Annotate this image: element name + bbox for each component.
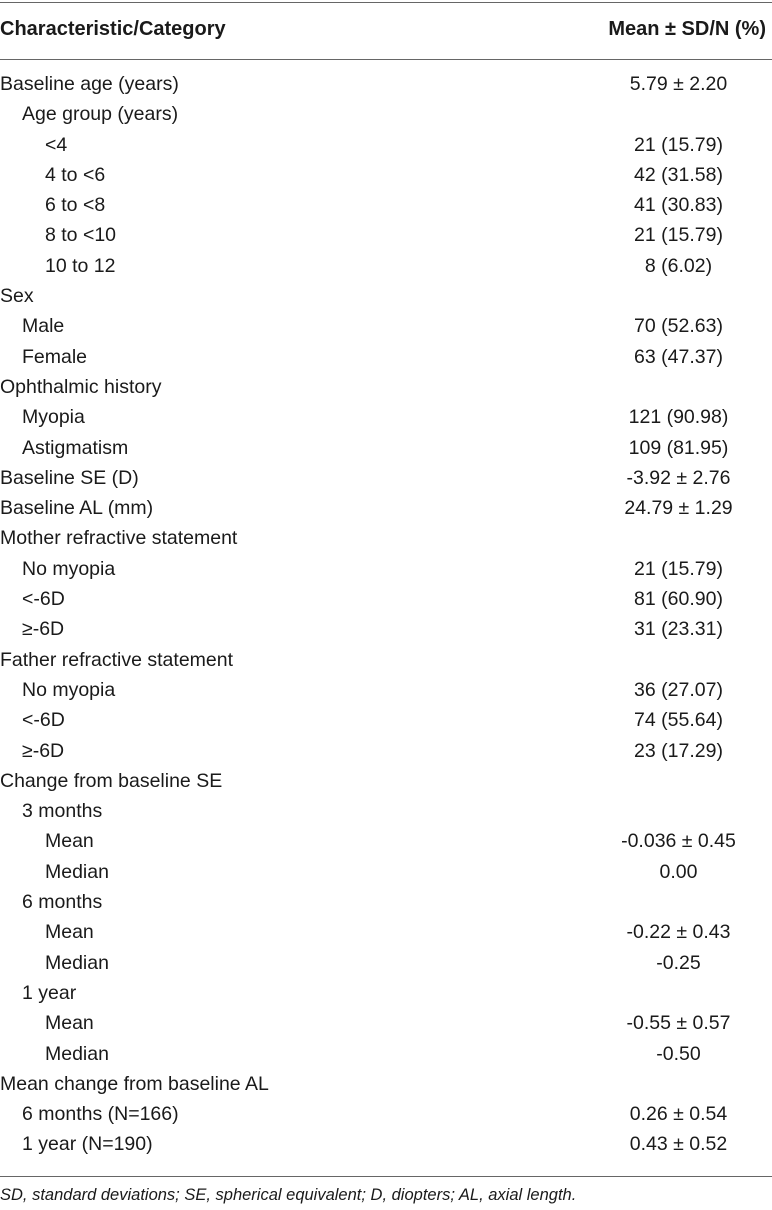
row-value: 81 (60.90): [634, 588, 723, 611]
table-row: [0, 1008, 772, 1038]
row-value: 0.00: [659, 860, 698, 883]
row-label: Median: [45, 951, 109, 974]
table-row: [0, 917, 772, 947]
table-row: [0, 1039, 772, 1069]
row-label: 1 year: [22, 981, 77, 1004]
row-label: Mean: [45, 830, 94, 853]
row-label: Mean: [45, 1012, 94, 1035]
row-label: 3 months: [22, 800, 103, 823]
table-row: [0, 978, 772, 1008]
row-label: Myopia: [22, 406, 85, 429]
table-row: [0, 705, 772, 735]
row-label: No myopia: [22, 557, 116, 580]
table-row: [0, 887, 772, 917]
row-label: Median: [45, 860, 109, 883]
row-value: 0.26 ± 0.54: [629, 1103, 728, 1126]
table-row: [0, 857, 772, 887]
row-label: Mother refractive statement: [0, 527, 238, 550]
row-label: No myopia: [22, 678, 116, 701]
table-row: [0, 433, 772, 463]
row-label: Baseline SE (D): [0, 466, 139, 489]
row-label: <-6D: [22, 588, 65, 611]
row-label: ≥-6D: [22, 739, 65, 762]
row-value: 109 (81.95): [628, 436, 729, 459]
table-row: [0, 675, 772, 705]
table-row: [0, 130, 772, 160]
row-value: 42 (31.58): [634, 163, 723, 186]
row-value: 121 (90.98): [628, 406, 729, 429]
table-row: [0, 220, 772, 250]
table-row: [0, 645, 772, 675]
row-label: Sex: [0, 285, 34, 308]
row-label: Change from baseline SE: [0, 769, 223, 792]
table-row: [0, 69, 772, 99]
row-label: Mean: [45, 921, 94, 944]
header-value: Mean ± SD/N (%): [608, 18, 766, 40]
row-label: Astigmatism: [22, 436, 129, 459]
row-value: 24.79 ± 1.29: [624, 497, 733, 520]
row-value: -0.55 ± 0.57: [626, 1012, 731, 1035]
row-label: Median: [45, 1042, 109, 1065]
table-body: [0, 69, 772, 1160]
row-label: Mean change from baseline AL: [0, 1072, 269, 1095]
row-label: Ophthalmic history: [0, 375, 162, 398]
row-value: 31 (23.31): [634, 618, 723, 641]
row-label: Male: [22, 315, 65, 338]
table-row: [0, 554, 772, 584]
row-label: 6 months: [22, 891, 103, 914]
row-value: -0.036 ± 0.45: [621, 830, 736, 853]
table-row: [0, 1069, 772, 1099]
table-row: [0, 614, 772, 644]
row-value: 5.79 ± 2.20: [629, 73, 728, 95]
table-row: [0, 251, 772, 281]
table-row: [0, 342, 772, 372]
row-value: 23 (17.29): [634, 739, 723, 762]
table-row: [0, 311, 772, 341]
row-label: Baseline age (years): [0, 73, 179, 95]
table-row: [0, 1129, 772, 1159]
row-value: 8 (6.02): [644, 254, 713, 277]
row-label: 1 year (N=190): [22, 1133, 153, 1156]
table-row: [0, 826, 772, 856]
table-row: [0, 584, 772, 614]
row-label: Age group (years): [22, 103, 179, 126]
table-bottom-rule: [0, 1176, 772, 1177]
table-row: [0, 766, 772, 796]
table-row: [0, 736, 772, 766]
row-value: -0.50: [656, 1042, 701, 1065]
table-row: [0, 190, 772, 220]
row-label: 8 to <10: [45, 224, 117, 247]
row-value: -3.92 ± 2.76: [626, 466, 731, 489]
row-value: 74 (55.64): [634, 709, 723, 732]
table-row: [0, 160, 772, 190]
table-row: [0, 796, 772, 826]
row-label: <4: [45, 133, 68, 156]
header-characteristic: Characteristic/Category: [0, 18, 226, 40]
row-label: Female: [22, 345, 88, 368]
row-value: 21 (15.79): [634, 133, 723, 156]
row-label: 6 to <8: [45, 194, 106, 217]
table-row: [0, 463, 772, 493]
row-label: ≥-6D: [22, 618, 65, 641]
table-row: [0, 372, 772, 402]
row-label: 10 to 12: [45, 254, 116, 277]
table-top-rule: [0, 2, 772, 3]
row-value: -0.25: [656, 951, 701, 974]
row-value: 36 (27.07): [634, 678, 723, 701]
row-label: 4 to <6: [45, 163, 106, 186]
row-value: 21 (15.79): [634, 224, 723, 247]
row-label: Baseline AL (mm): [0, 497, 154, 520]
row-value: 21 (15.79): [634, 557, 723, 580]
row-label: Father refractive statement: [0, 648, 234, 671]
row-value: 41 (30.83): [634, 194, 723, 217]
row-label: 6 months (N=166): [22, 1103, 179, 1126]
row-value: 63 (47.37): [634, 345, 723, 368]
header-rule: [0, 59, 772, 60]
table-row: [0, 493, 772, 523]
row-label: <-6D: [22, 709, 65, 732]
table-row: [0, 281, 772, 311]
row-value: 70 (52.63): [634, 315, 723, 338]
table-row: [0, 523, 772, 553]
table-row: [0, 1099, 772, 1129]
row-value: -0.22 ± 0.43: [626, 921, 731, 944]
table-row: [0, 99, 772, 129]
table-row: [0, 402, 772, 432]
table-footnote: SD, standard deviations; SE, spherical equivalent; D, diopters; AL, axial length.: [0, 1186, 577, 1204]
table-row: [0, 948, 772, 978]
row-value: 0.43 ± 0.52: [629, 1133, 728, 1156]
